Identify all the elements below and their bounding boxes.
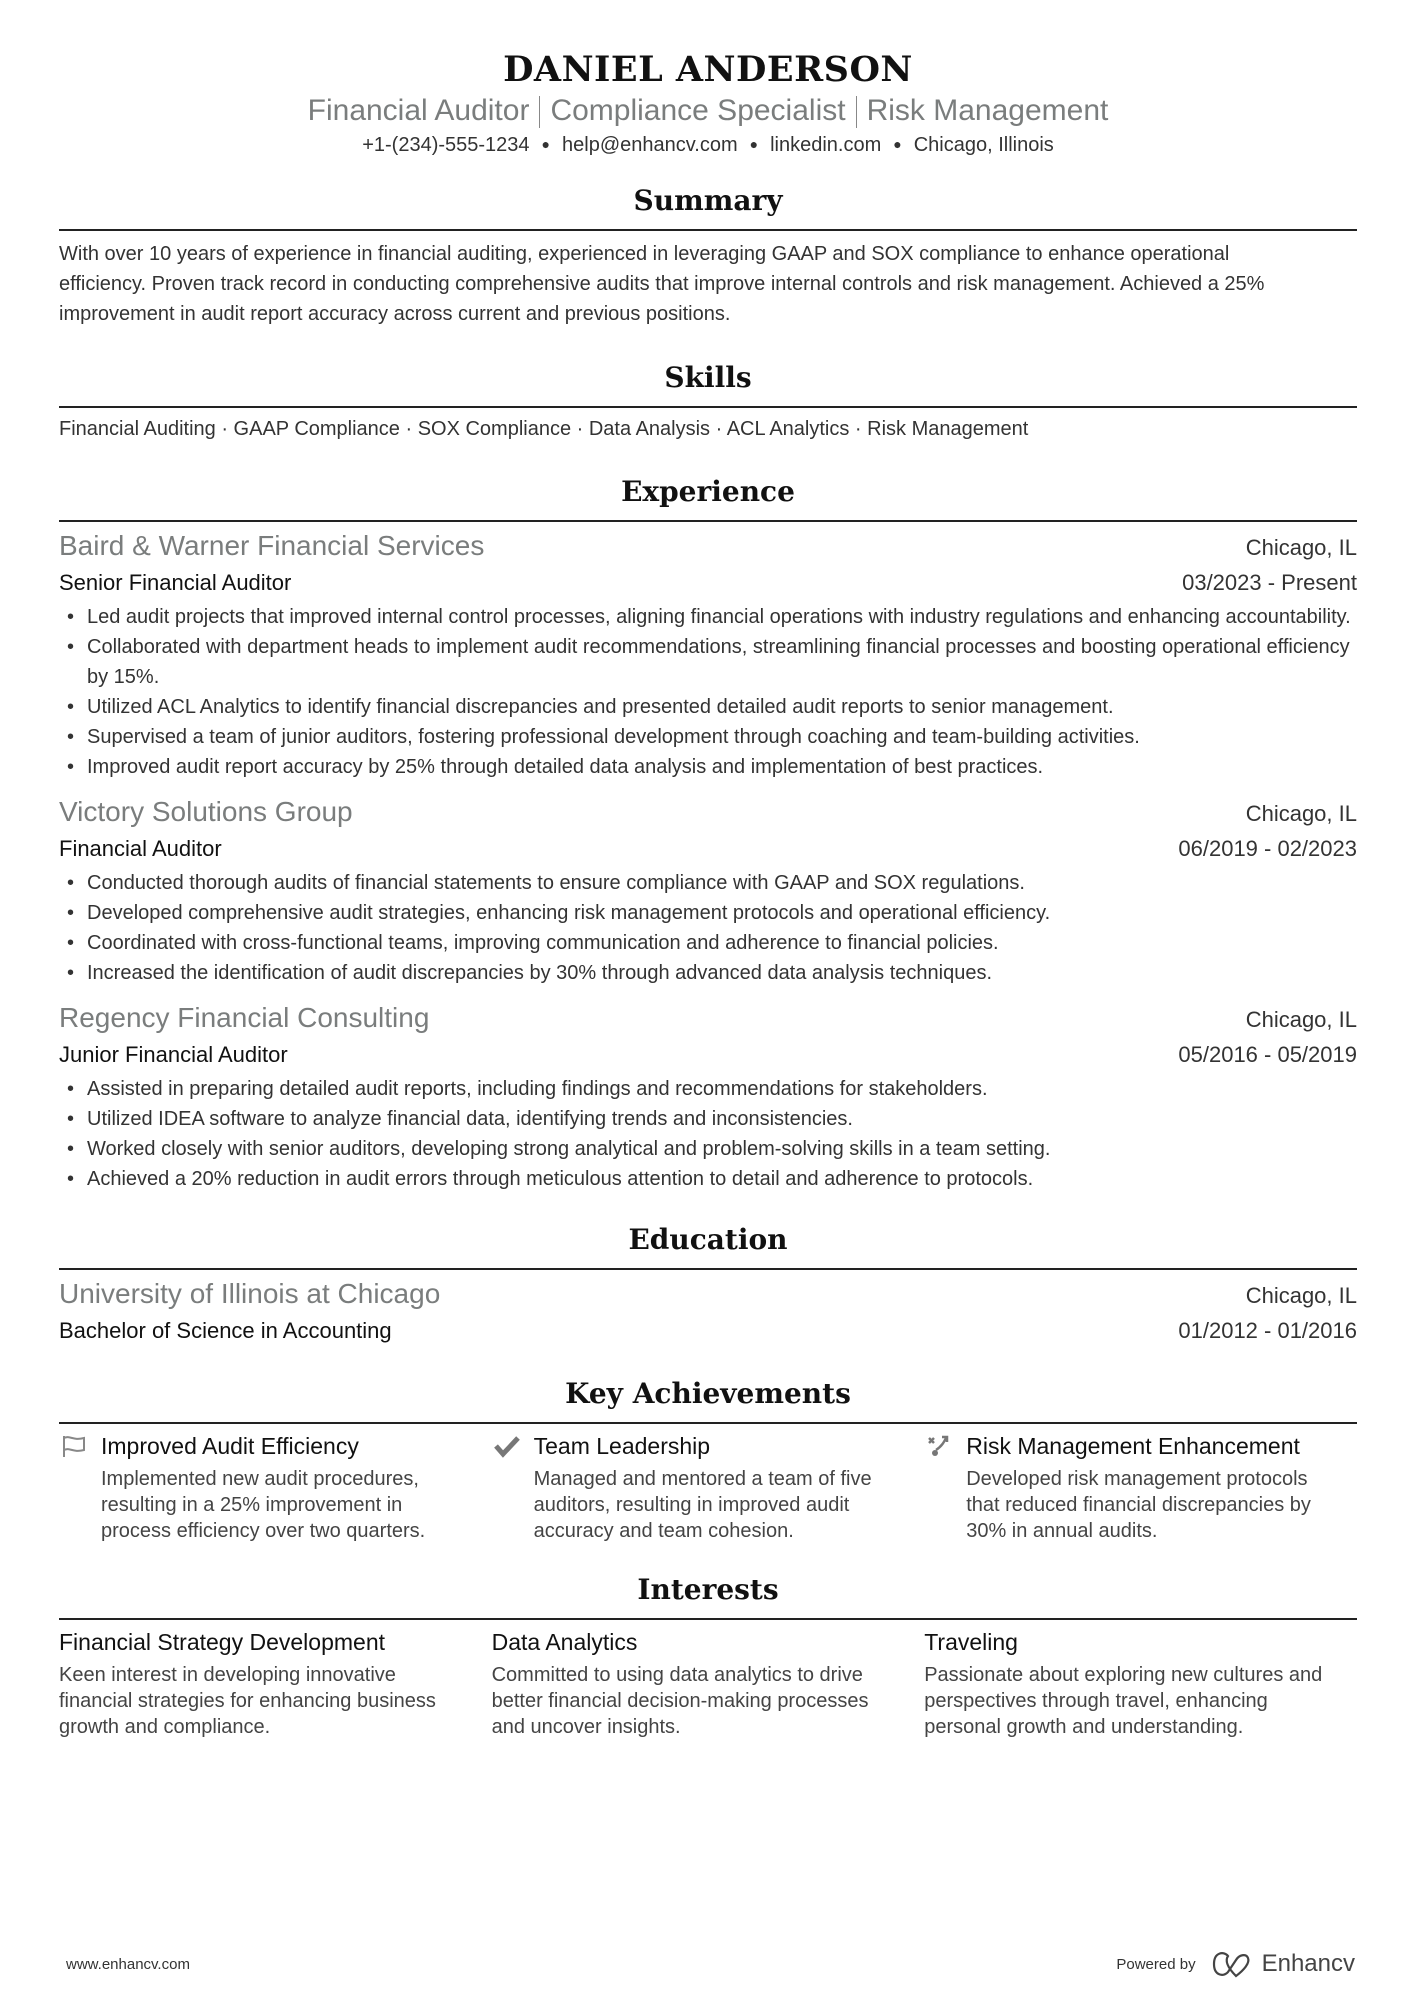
achievement-item (924, 1430, 1357, 1544)
check-icon (492, 1434, 522, 1458)
interest-text: Committed to using data analytics to drive better financial decision-making processes and uncover insights. (491, 1664, 869, 1738)
summary-text: With over 10 years of experience in financial auditing, experienced in leveraging GAAP and SOX compliance to enhance operational efficiency. Proven track record in conducting comprehensive audits that improve internal controls and risk management. Achieved a 25% improvement in audit report accuracy across current and previous positions. (59, 243, 1265, 325)
job-bullet: • Developed comprehensive audit strategies, enhancing risk management protocols and operational efficiency. (59, 898, 1357, 928)
headline-item: Financial Auditor (307, 94, 530, 127)
interest-item (492, 1626, 925, 1740)
skills-list: Financial Auditing · GAAP Compliance · SOX Compliance · Data Analysis · ACL Analytics · Risk Management (59, 418, 1029, 440)
job-dates: 05/2016 - 05/2019 (1178, 1042, 1357, 1067)
job-bullet: • Utilized ACL Analytics to identify financial discrepancies and presented detailed audit reports to senior management. (59, 692, 1357, 722)
school-name: University of Illinois at Chicago (59, 1278, 441, 1309)
section-heading: Experience (59, 474, 1357, 522)
job-bullets (59, 868, 1357, 988)
footer (66, 1950, 1355, 1978)
route-icon (924, 1434, 954, 1458)
skills-section (59, 360, 1357, 444)
section-heading: Skills (59, 360, 1357, 408)
job-bullet: • Supervised a team of junior auditors, fostering professional development through coaching and team-building activities. (59, 722, 1357, 752)
resume (59, 0, 1357, 1740)
company-name: Victory Solutions Group (59, 796, 353, 827)
job-bullet: • Achieved a 20% reduction in audit errors through meticulous attention to detail and adherence to protocols. (59, 1164, 1357, 1194)
degree: Bachelor of Science in Accounting (59, 1318, 392, 1343)
section-heading: Key Achievements (59, 1376, 1357, 1424)
job-bullet: • Improved audit report accuracy by 25% through detailed data analysis and implementation of best practices. (59, 752, 1357, 782)
job-title: Financial Auditor (59, 836, 222, 861)
job-entry (59, 528, 1357, 782)
contact-info (59, 130, 1357, 159)
achievement-title: Improved Audit Efficiency (101, 1433, 359, 1459)
powered-by-label: Powered by (1116, 1955, 1196, 1973)
powered-by (1116, 1950, 1355, 1978)
job-title: Junior Financial Auditor (59, 1042, 288, 1067)
job-title: Senior Financial Auditor (59, 570, 292, 595)
job-dates: 03/2023 - Present (1182, 570, 1357, 595)
headline-item: Risk Management (866, 94, 1109, 127)
candidate-name: DANIEL ANDERSON (503, 49, 913, 90)
job-dates: 06/2019 - 02/2023 (1178, 836, 1357, 861)
job-bullet: • Led audit projects that improved internal control processes, aligning financial operations with industry regulations and enhancing accountability. (59, 602, 1357, 632)
resume-header (59, 48, 1357, 159)
flag-icon (59, 1434, 89, 1458)
education-section (59, 1222, 1357, 1348)
interest-title: Traveling (924, 1629, 1018, 1655)
interest-text: Passionate about exploring new cultures and perspectives through travel, enhancing personal growth and understanding. (924, 1664, 1323, 1738)
company-name: Baird & Warner Financial Services (59, 530, 485, 561)
section-heading: Summary (59, 183, 1357, 231)
enhancv-logo[interactable] (1210, 1950, 1355, 1978)
achievement-text: Developed risk management protocols that reduced financial discrepancies by 30% in annual audits. (966, 1468, 1311, 1542)
job-bullet: • Conducted thorough audits of financial statements to ensure compliance with GAAP and SOX regulations. (59, 868, 1357, 898)
job-location: Chicago, IL (1245, 801, 1357, 826)
experience-section (59, 474, 1357, 1194)
linkedin-link[interactable]: linkedin.com (770, 134, 882, 156)
headline (59, 92, 1357, 130)
achievement-item (59, 1430, 492, 1544)
achievements-section (59, 1376, 1357, 1544)
bullet-separator: ● (749, 136, 759, 152)
bullet-separator: ● (893, 136, 902, 152)
summary-section (59, 183, 1357, 329)
job-entry (59, 1000, 1357, 1194)
interest-title: Data Analytics (491, 1629, 638, 1655)
headline-item: Compliance Specialist (550, 94, 846, 127)
job-bullets (59, 1074, 1357, 1194)
interest-text: Keen interest in developing innovative financial strategies for enhancing business growth and compliance. (59, 1664, 436, 1738)
job-bullet: • Worked closely with senior auditors, developing strong analytical and problem-solving skills in a team setting. (59, 1134, 1357, 1164)
email-link[interactable]: help@enhancv.com (562, 134, 738, 156)
interests-section (59, 1572, 1357, 1740)
phone: +1-(234)-555-1234 (362, 134, 530, 156)
job-location: Chicago, IL (1245, 535, 1357, 560)
interest-title: Financial Strategy Development (59, 1629, 385, 1655)
job-bullet: • Utilized IDEA software to analyze financial data, identifying trends and inconsistencies. (59, 1104, 1357, 1134)
education-dates: 01/2012 - 01/2016 (1178, 1318, 1357, 1343)
job-location: Chicago, IL (1245, 1007, 1357, 1032)
job-bullets (59, 602, 1357, 782)
company-name: Regency Financial Consulting (59, 1002, 430, 1033)
achievement-text: Managed and mentored a team of five auditors, resulting in improved audit accuracy and team cohesion. (533, 1468, 872, 1542)
job-entry (59, 794, 1357, 988)
brand-name: Enhancv (1261, 1950, 1355, 1977)
job-bullet: • Assisted in preparing detailed audit reports, including findings and recommendations for stakeholders. (59, 1074, 1357, 1104)
job-bullet: • Collaborated with department heads to implement audit recommendations, streamlining financial processes and boosting operational efficiency by 15%. (59, 632, 1357, 692)
achievement-text: Implemented new audit procedures, resulting in a 25% improvement in process efficiency over two quarters. (101, 1468, 426, 1542)
location: Chicago, Illinois (913, 134, 1054, 156)
interest-item (924, 1626, 1357, 1740)
bullet-separator: ● (541, 136, 551, 152)
achievement-title: Team Leadership (533, 1433, 711, 1459)
interest-item (59, 1626, 492, 1740)
divider (856, 96, 857, 128)
job-bullet: • Coordinated with cross-functional teams, improving communication and adherence to financial policies. (59, 928, 1357, 958)
website-link[interactable]: www.enhancv.com (66, 1955, 190, 1973)
school-location: Chicago, IL (1245, 1283, 1357, 1308)
achievement-item (492, 1430, 925, 1544)
section-heading: Education (59, 1222, 1357, 1270)
job-bullet: • Increased the identification of audit discrepancies by 30% through advanced data analysis techniques. (59, 958, 1357, 988)
section-heading: Interests (59, 1572, 1357, 1620)
achievement-title: Risk Management Enhancement (966, 1433, 1300, 1459)
enhancv-logo-icon (1210, 1950, 1256, 1978)
divider (539, 96, 540, 128)
